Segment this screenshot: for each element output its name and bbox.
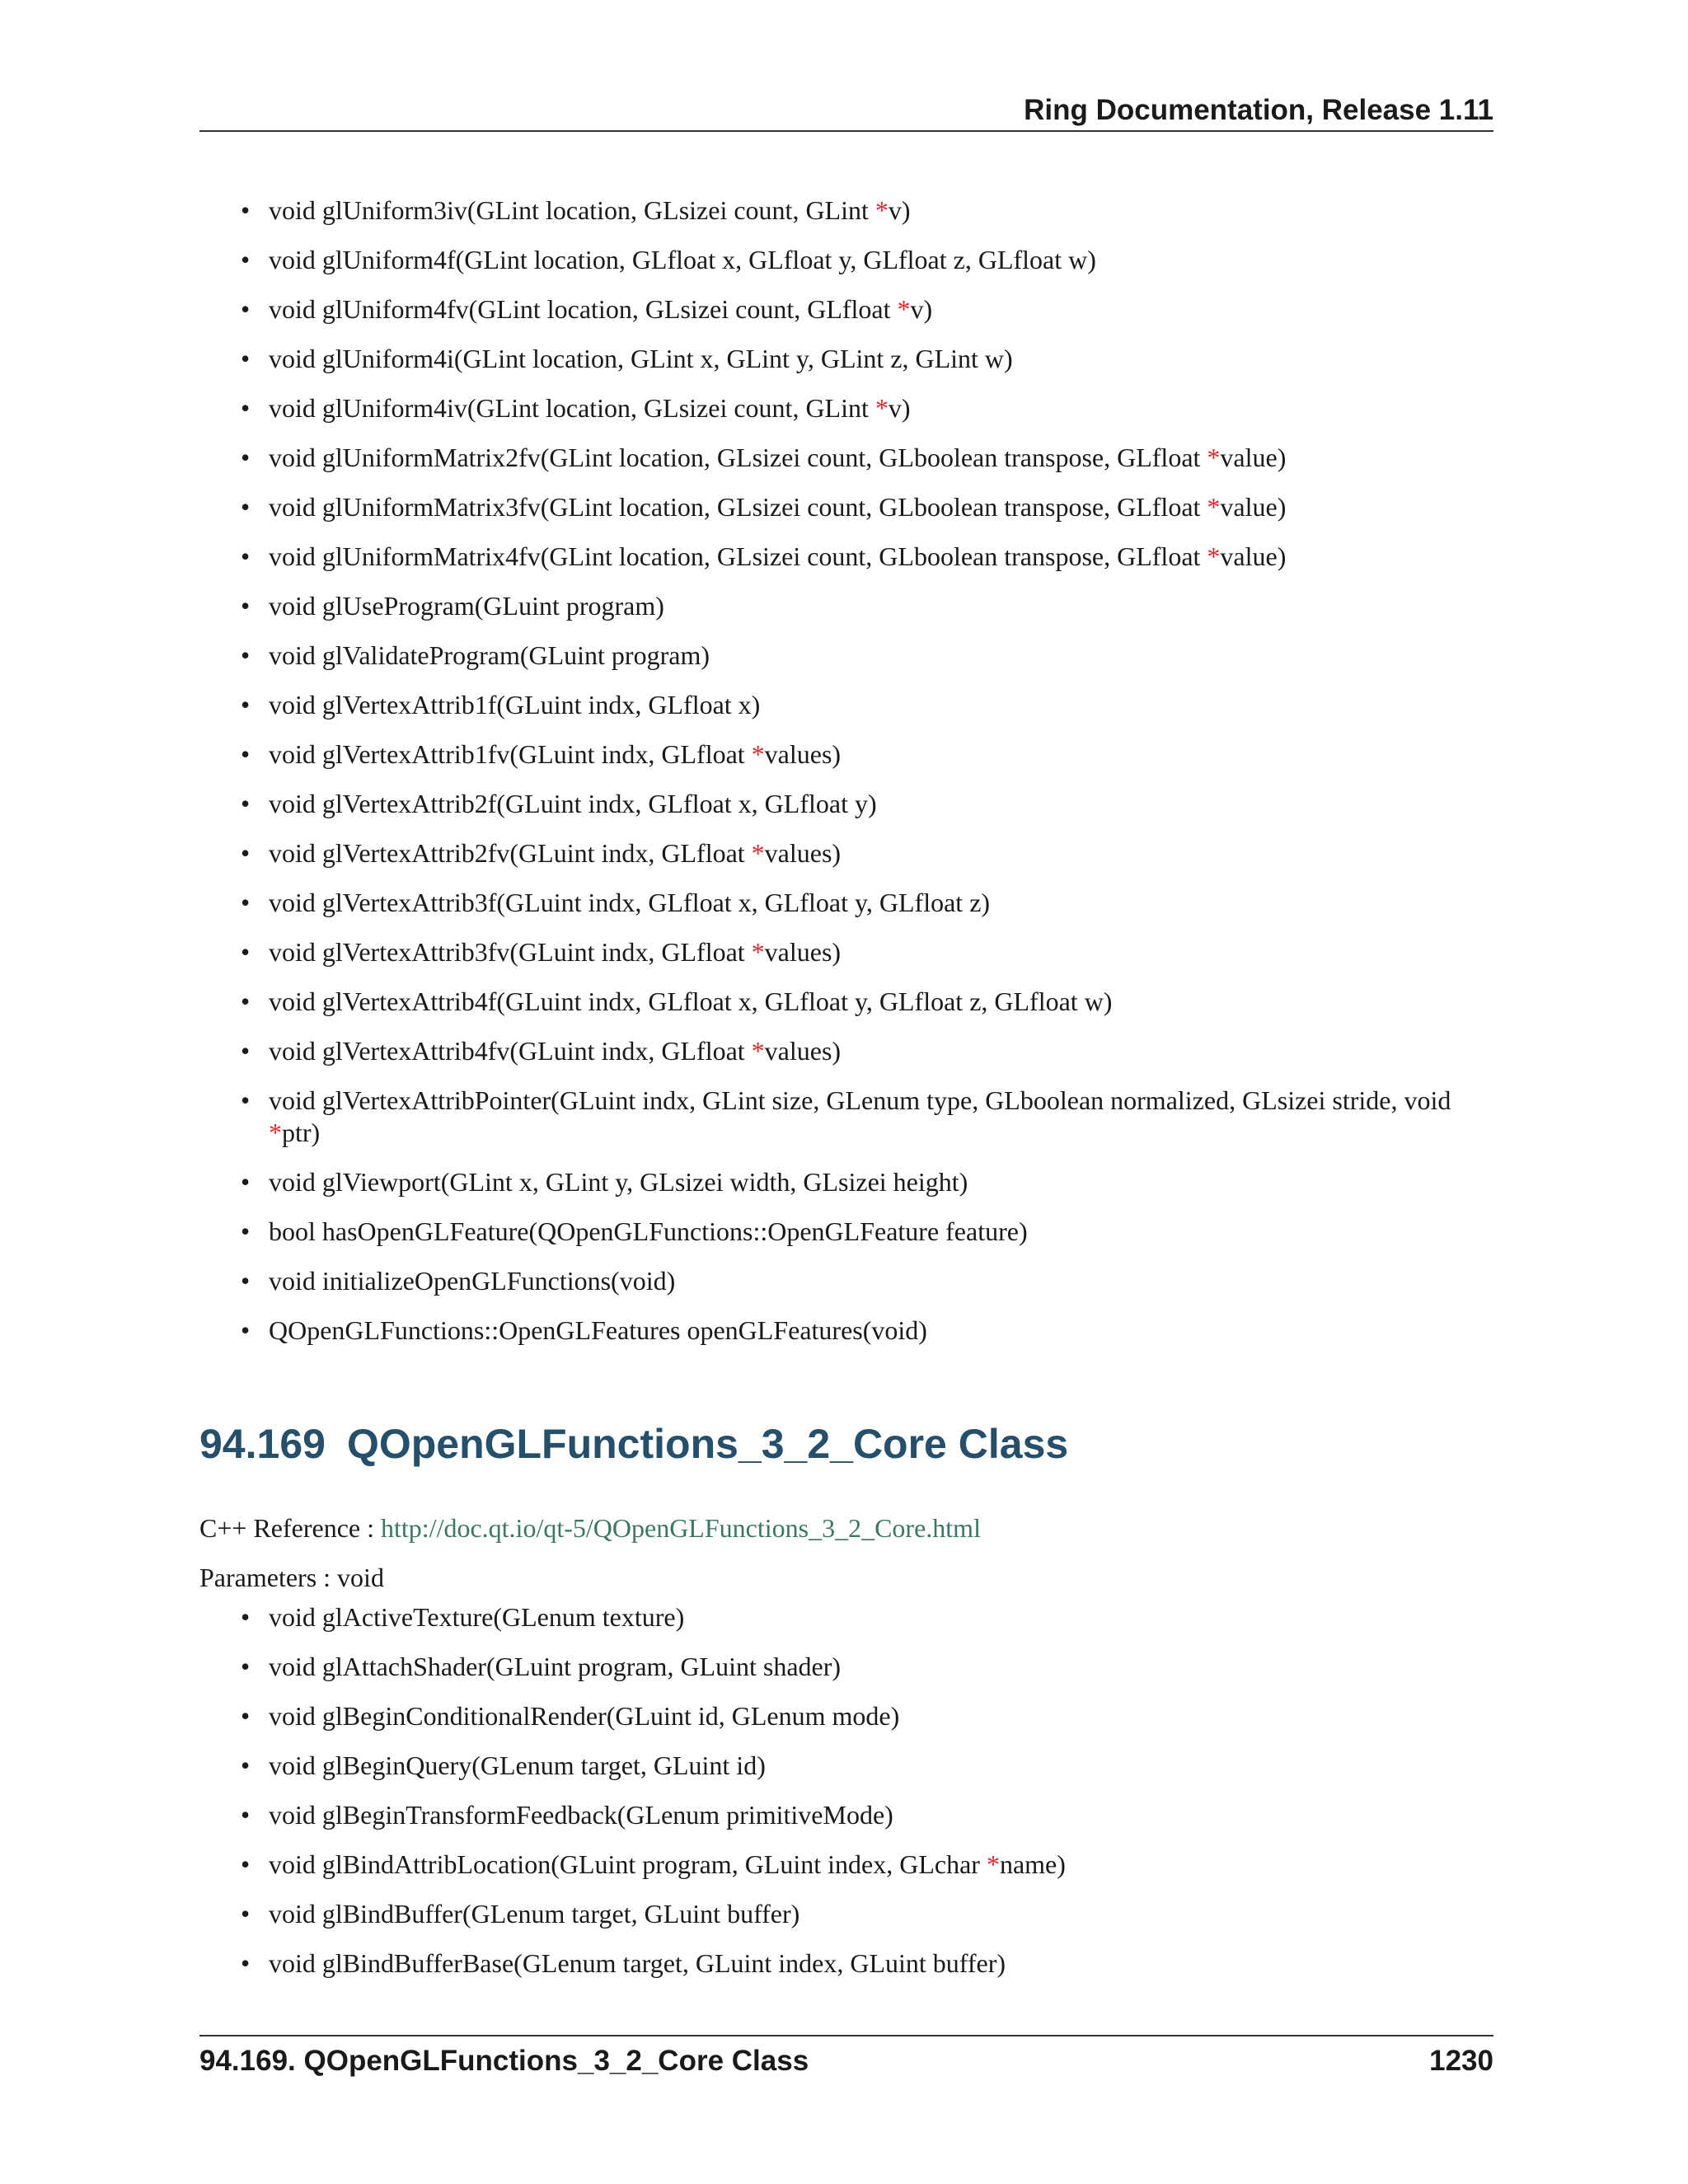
bullet-icon: • (241, 789, 251, 818)
pointer-star: * (874, 195, 889, 225)
list-item (241, 194, 1493, 227)
section-heading (199, 1419, 1068, 1469)
list-item (241, 1315, 1493, 1347)
bullet-icon: • (241, 838, 251, 868)
pointer-star: * (897, 294, 911, 324)
signature-text: void glBindAttribLocation(GLuint program, GLuint index, GLchar (269, 1849, 987, 1879)
footer-section: 94.169. QOpenGLFunctions_3_2_Core Class (199, 2045, 809, 2077)
list-item (241, 788, 1493, 820)
list-item (241, 1750, 1493, 1782)
bullet-icon: • (241, 294, 251, 324)
pointer-star: * (1207, 443, 1221, 472)
bullet-icon: • (241, 888, 251, 917)
bullet-icon: • (241, 195, 251, 225)
pointer-star: * (1207, 541, 1221, 571)
running-header (199, 92, 1493, 132)
signature-text: void glVertexAttrib2fv(GLuint indx, GLfloat (269, 838, 752, 868)
cpp-reference (199, 1511, 981, 1544)
bullet-icon: • (241, 1750, 251, 1780)
signature-text: void glVertexAttrib3fv(GLuint indx, GLfloat (269, 937, 752, 967)
bullet-icon: • (241, 1849, 251, 1879)
reference-link[interactable]: http://doc.qt.io/qt-5/QOpenGLFunctions_3_2_Core.html (381, 1513, 981, 1543)
bullet-icon: • (241, 245, 251, 274)
section-number: 94.169 (199, 1421, 326, 1467)
signature-text-suffix: values) (764, 838, 842, 868)
list-item (241, 1898, 1493, 1930)
signature-text-suffix: values) (764, 739, 842, 769)
list-item (241, 541, 1493, 573)
list-item (241, 293, 1493, 326)
list-item (241, 986, 1493, 1018)
signature-text: void glUniform4fv(GLint location, GLsizei count, GLfloat (269, 294, 898, 324)
bullet-icon: • (241, 1652, 251, 1681)
signature-text: void glVertexAttrib1fv(GLuint indx, GLfloat (269, 739, 752, 769)
pointer-star: * (1207, 492, 1221, 522)
signature-text: void glUniformMatrix4fv(GLint location, GLsizei count, GLboolean transpose, GLfloat (269, 541, 1207, 571)
signature-text: void glUniform3iv(GLint location, GLsizei count, GLint (269, 195, 875, 225)
function-list-top (241, 194, 1493, 1364)
pointer-star: * (751, 1036, 765, 1066)
signature-text: void glUniform4iv(GLint location, GLsizei count, GLint (269, 393, 875, 423)
list-item (241, 1085, 1493, 1149)
signature-text: void glVertexAttrib4fv(GLuint indx, GLfloat (269, 1036, 752, 1066)
signature-text-suffix: ptr) (282, 1118, 321, 1147)
pointer-star: * (269, 1118, 282, 1147)
signature-text: void glValidateProgram(GLuint program) (269, 640, 710, 670)
list-item (241, 1166, 1493, 1198)
signature-text: bool hasOpenGLFeature(QOpenGLFunctions::OpenGLFeature feature) (269, 1216, 1028, 1246)
signature-text-suffix: v) (888, 393, 911, 423)
signature-text: void glBeginTransformFeedback(GLenum primitiveMode) (269, 1800, 893, 1830)
pointer-star: * (751, 937, 765, 967)
bullet-icon: • (241, 739, 251, 769)
signature-text-suffix: v) (888, 195, 911, 225)
header-title: Ring Documentation, Release 1.11 (1024, 94, 1493, 126)
signature-text-suffix: values) (764, 937, 842, 967)
signature-text: void glVertexAttrib3f(GLuint indx, GLfloat x, GLfloat y, GLfloat z) (269, 888, 991, 917)
signature-text: void glVertexAttribPointer(GLuint indx, GLint size, GLenum type, GLboolean normalized, GLsizei stride, void (269, 1085, 1451, 1115)
bullet-icon: • (241, 541, 251, 571)
signature-text: void glBindBuffer(GLenum target, GLuint buffer) (269, 1899, 800, 1929)
list-item (241, 887, 1493, 919)
bullet-icon: • (241, 344, 251, 373)
list-item (241, 590, 1493, 622)
bullet-icon: • (241, 492, 251, 522)
list-item (241, 640, 1493, 672)
signature-text: void glBindBufferBase(GLenum target, GLuint index, GLuint buffer) (269, 1948, 1006, 1978)
signature-text: void glUniformMatrix2fv(GLint location, GLsizei count, GLboolean transpose, GLfloat (269, 443, 1207, 472)
signature-text: void glActiveTexture(GLenum texture) (269, 1602, 685, 1632)
list-item (241, 491, 1493, 523)
signature-text: void glUniformMatrix3fv(GLint location, GLsizei count, GLboolean transpose, GLfloat (269, 492, 1207, 522)
bullet-icon: • (241, 1701, 251, 1731)
signature-text: void glVertexAttrib1f(GLuint indx, GLfloat x) (269, 690, 761, 719)
list-item (241, 1849, 1493, 1881)
page-number: 1230 (1429, 2045, 1493, 2077)
signature-text-suffix: value) (1220, 443, 1287, 472)
list-item (241, 1216, 1493, 1248)
list-item (241, 343, 1493, 375)
list-item (241, 936, 1493, 968)
bullet-icon: • (241, 1899, 251, 1929)
section-title-text: QOpenGLFunctions_3_2_Core Class (346, 1421, 1069, 1467)
list-item (241, 392, 1493, 424)
list-item (241, 1651, 1493, 1683)
reference-label: C++ Reference : (199, 1513, 381, 1543)
bullet-icon: • (241, 1315, 251, 1345)
parameters-line: Parameters : void (199, 1563, 384, 1592)
signature-text: void glBeginQuery(GLenum target, GLuint id) (269, 1750, 766, 1780)
bullet-icon: • (241, 1085, 251, 1115)
list-item (241, 1700, 1493, 1732)
pointer-star: * (751, 739, 765, 769)
signature-text: void glVertexAttrib4f(GLuint indx, GLfloat x, GLfloat y, GLfloat z, GLfloat w) (269, 987, 1113, 1016)
bullet-icon: • (241, 690, 251, 719)
signature-text-suffix: value) (1220, 541, 1287, 571)
list-item (241, 1799, 1493, 1831)
bullet-icon: • (241, 1216, 251, 1246)
list-item (241, 1947, 1493, 1980)
signature-text: void glViewport(GLint x, GLint y, GLsizei width, GLsizei height) (269, 1167, 968, 1197)
list-item (241, 689, 1493, 721)
pointer-star: * (986, 1849, 1000, 1879)
signature-text-suffix: values) (764, 1036, 842, 1066)
list-item (241, 738, 1493, 771)
list-item (241, 442, 1493, 474)
signature-text-suffix: value) (1220, 492, 1287, 522)
list-item (241, 837, 1493, 869)
list-item (241, 1035, 1493, 1067)
bullet-icon: • (241, 987, 251, 1016)
pointer-star: * (751, 838, 765, 868)
list-item (241, 244, 1493, 276)
signature-text: void glVertexAttrib2f(GLuint indx, GLfloat x, GLfloat y) (269, 789, 877, 818)
bullet-icon: • (241, 640, 251, 670)
running-footer (199, 2035, 1493, 2079)
bullet-icon: • (241, 1602, 251, 1632)
list-item (241, 1601, 1493, 1633)
signature-text: void glAttachShader(GLuint program, GLuint shader) (269, 1652, 842, 1681)
bullet-icon: • (241, 1167, 251, 1197)
bullet-icon: • (241, 1800, 251, 1830)
signature-text: void glUniform4f(GLint location, GLfloat x, GLfloat y, GLfloat z, GLfloat w) (269, 245, 1096, 274)
bullet-icon: • (241, 1266, 251, 1296)
signature-text: void glBeginConditionalRender(GLuint id, GLenum mode) (269, 1701, 900, 1731)
list-item (241, 1265, 1493, 1297)
bullet-icon: • (241, 1036, 251, 1066)
bullet-icon: • (241, 591, 251, 621)
bullet-icon: • (241, 1948, 251, 1978)
signature-text: QOpenGLFunctions::OpenGLFeatures openGLFeatures(void) (269, 1315, 927, 1345)
signature-text: void glUseProgram(GLuint program) (269, 591, 664, 621)
bullet-icon: • (241, 443, 251, 472)
bullet-icon: • (241, 393, 251, 423)
signature-text: void glUniform4i(GLint location, GLint x, GLint y, GLint z, GLint w) (269, 344, 1013, 373)
signature-text-suffix: v) (910, 294, 933, 324)
signature-text: void initializeOpenGLFunctions(void) (269, 1266, 676, 1296)
signature-text-suffix: name) (999, 1849, 1066, 1879)
pointer-star: * (874, 393, 889, 423)
bullet-icon: • (241, 937, 251, 967)
function-list-bottom (241, 1601, 1493, 1997)
